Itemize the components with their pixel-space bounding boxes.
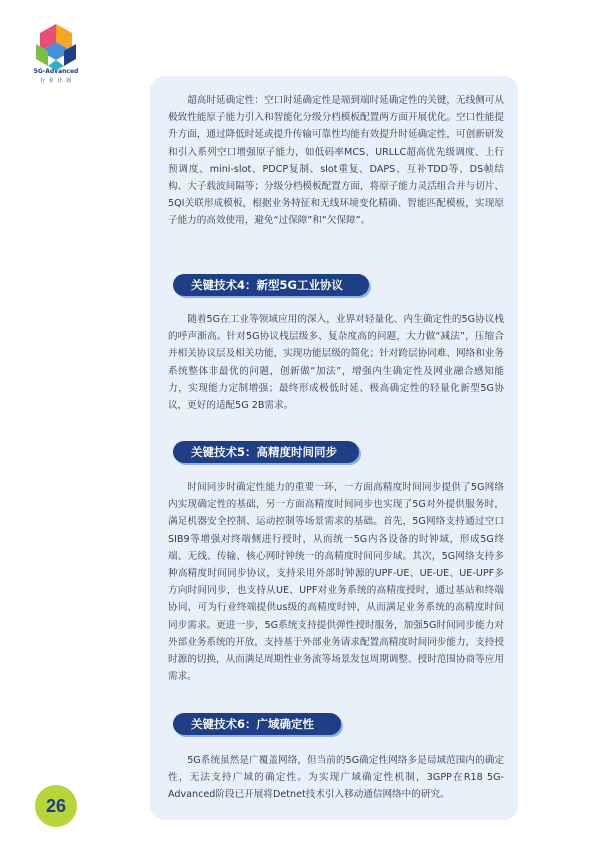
page-number-badge: 26 xyxy=(35,785,77,827)
heading-key-tech-4: 关键技术4：新型5G工业协议 xyxy=(173,274,369,296)
heading-key-tech-5: 关键技术5：高精度时间同步 xyxy=(173,441,359,463)
paragraph-latency: 超高时延确定性：空口时延确定性是端到端时延确定性的关键，无线侧可从极致性能原子能力引入和智能化分级分档模板配置两方面开展优化。空口性能提升方面，通过降低时延或提升传输可靠性均能有效提升时延确定性，可创新研发和引入系列空口增强原子能力，如低码率MCS、URLLC超高优先级调度、上行预调度、mini-slot、PDCP复制、slot重复、DAPS、互补TDD等、DS帧结构、大子载波间隔等；分级分档模板配置方面，将原子能力灵活组合并与切片、5QI关联形成模板，根据业务特征和无线环境变化精确、智能匹配模板，实现原子能力的高效使用，避免“过保障”和“欠保障”。 xyxy=(168,95,504,227)
logo-title: 5G-Advanced xyxy=(33,68,79,75)
paragraph-key-tech-4: 随着5G在工业等领域应用的深入，业界对轻量化、内生确定性的5G协议栈的呼声渐高。针对5G协议栈层级多、复杂度高的问题，大力做“减法”，压缩合并相关协议层及相关功能，实现功能层级的简化；针对跨层协同难、网络和业务系统整体非最优的问题，创新做“加法”，增强内生确定性及网业融合感知能力，实现能力定制增强；最终形成极低时延、极高确定性的轻量化新型5G协议，更好的适配5G 2B需求。 xyxy=(168,314,504,412)
paragraph-key-tech-5: 时间同步时确定性能力的重要一环，一方面高精度时间同步提供了5G网络内实现确定性的基础，另一方面高精度时间同步也实现了5G对外提供服务时，满足机器安全控制、运动控制等场景需求的基础。首先，5G网络支持通过空口SIB9等增强对终端侧进行授时，从而统一5G内各设备的时钟域，形成5G终端、无线、传输、核心网时钟统一的高精度时间同步域。其次，5G网络支持多种高精度时间同步协议，支持采用外部时钟源的UPF-UE、UE-UE、UE-UPF多方向时间同步，也支持从UE、UPF对业务系统的高精度授时，通过基站和终端协同，可为行业终端提供us级的高精度时钟，从而满足业务系统的高精度时间同步需求。更进一步，5G系统支持提供弹性授时服务，加强5G时间同步能力对外部业务系统的开放，支持基于外部业务请求配置高精度时间同步能力，支持授时源的切换，从而满足周期性业务流等场景发包周期调整、授时范围协商等应用需求。 xyxy=(168,482,504,683)
paragraph-key-tech-6: 5G系统虽然是广覆盖网络，但当前的5G确定性网络多是局域范围内的确定性，无法支持广域的确定性。为实现广域确定性机制，3GPP在R18 5G-Advanced阶段已开展将Detnet技术引入移动通信网络中的研究。 xyxy=(168,755,504,801)
heading-key-tech-6: 关键技术6：广域确定性 xyxy=(173,713,341,735)
logo-subtitle: 行 业 计 划 xyxy=(40,78,72,84)
